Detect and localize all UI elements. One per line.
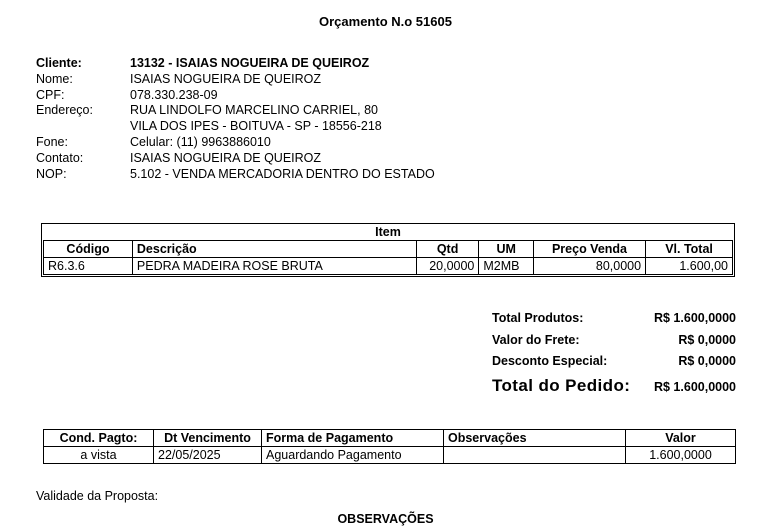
- address-line2-row: [36, 119, 435, 135]
- items-section: [41, 223, 735, 277]
- cell-qtd: 20,0000: [416, 258, 479, 275]
- desconto-value: R$ 0,0000: [678, 354, 736, 368]
- table-row: [44, 447, 736, 464]
- col-header-dt-vencimento: Dt Vencimento: [154, 430, 262, 447]
- frete-label: Valor do Frete:: [492, 332, 580, 347]
- cell-um: M2MB: [479, 258, 534, 275]
- total-pedido-label: Total do Pedido:: [492, 375, 631, 395]
- cpf-label: CPF:: [36, 87, 65, 102]
- client-value: 13132 - ISAIAS NOGUEIRA DE QUEIROZ: [130, 56, 370, 70]
- col-header-codigo: Código: [44, 241, 133, 258]
- desconto-label: Desconto Especial:: [492, 354, 608, 368]
- col-header-observacoes: Observações: [444, 430, 626, 447]
- cell-total: 1.600,00: [646, 258, 733, 275]
- total-produtos-value: R$ 1.600,0000: [653, 311, 736, 325]
- col-header-total: Vl. Total: [646, 241, 733, 258]
- phone-label: Fone:: [36, 134, 68, 149]
- cell-observacoes: [444, 447, 626, 464]
- col-header-descricao: Descrição: [132, 241, 416, 258]
- items-caption: Item: [375, 225, 401, 239]
- phone-value: Celular: (11) 9963886010: [130, 134, 271, 149]
- nop-row: [36, 167, 435, 183]
- address-value: RUA LINDOLFO MARCELINO CARRIEL, 80: [130, 103, 378, 118]
- nop-value: 5.102 - VENDA MERCADORIA DENTRO DO ESTADO: [130, 166, 435, 181]
- items-header-row: [44, 241, 733, 258]
- payment-header-row: [44, 430, 736, 447]
- address-label: Endereço:: [36, 103, 93, 118]
- name-label: Nome:: [36, 71, 73, 86]
- col-header-preco: Preço Venda: [533, 241, 645, 258]
- address-row: [36, 103, 435, 119]
- phone-row: [36, 135, 435, 151]
- total-pedido-value: R$ 1.600,0000: [653, 379, 736, 394]
- total-produtos-label: Total Produtos:: [492, 311, 584, 325]
- col-header-valor: Valor: [626, 430, 736, 447]
- page-title: Orçamento N.o 51605: [319, 14, 452, 29]
- table-row: [44, 258, 733, 275]
- client-info: [36, 56, 435, 182]
- frete-row: [492, 330, 736, 352]
- col-header-qtd: Qtd: [416, 241, 479, 258]
- cell-codigo: R6.3.6: [44, 258, 133, 275]
- col-header-forma-pagamento: Forma de Pagamento: [262, 430, 444, 447]
- contact-label: Contato:: [36, 150, 84, 165]
- observacoes-title: OBSERVAÇÕES: [337, 512, 434, 526]
- cpf-row: [36, 88, 435, 104]
- total-produtos-row: [492, 308, 736, 330]
- contact-value: ISAIAS NOGUEIRA DE QUEIROZ: [130, 150, 322, 165]
- contact-row: [36, 151, 435, 167]
- total-pedido-row: [492, 373, 736, 399]
- cell-valor: 1.600,0000: [626, 447, 736, 464]
- address-line2-label: [36, 119, 130, 135]
- nop-label: NOP:: [36, 166, 67, 181]
- cell-dt-vencimento: 22/05/2025: [154, 447, 262, 464]
- client-label: Cliente:: [36, 56, 82, 70]
- totals-block: [492, 308, 736, 399]
- name-row: [36, 72, 435, 88]
- cell-preco: 80,0000: [533, 258, 645, 275]
- address-line2-value: VILA DOS IPES - BOITUVA - SP - 18556-218: [130, 119, 382, 134]
- cell-cond-pagto: a vista: [44, 447, 154, 464]
- payment-table: [43, 429, 736, 464]
- col-header-cond-pagto: Cond. Pagto:: [44, 430, 154, 447]
- frete-value: R$ 0,0000: [678, 332, 736, 347]
- name-value: ISAIAS NOGUEIRA DE QUEIROZ: [130, 71, 322, 86]
- validade-label: Validade da Proposta:: [36, 489, 159, 503]
- cpf-value: 078.330.238-09: [130, 87, 218, 102]
- items-table: [43, 240, 733, 275]
- cell-forma-pagamento: Aguardando Pagamento: [262, 447, 444, 464]
- desconto-row: [492, 351, 736, 373]
- client-row: [36, 56, 435, 72]
- cell-descricao: PEDRA MADEIRA ROSE BRUTA: [132, 258, 416, 275]
- col-header-um: UM: [479, 241, 534, 258]
